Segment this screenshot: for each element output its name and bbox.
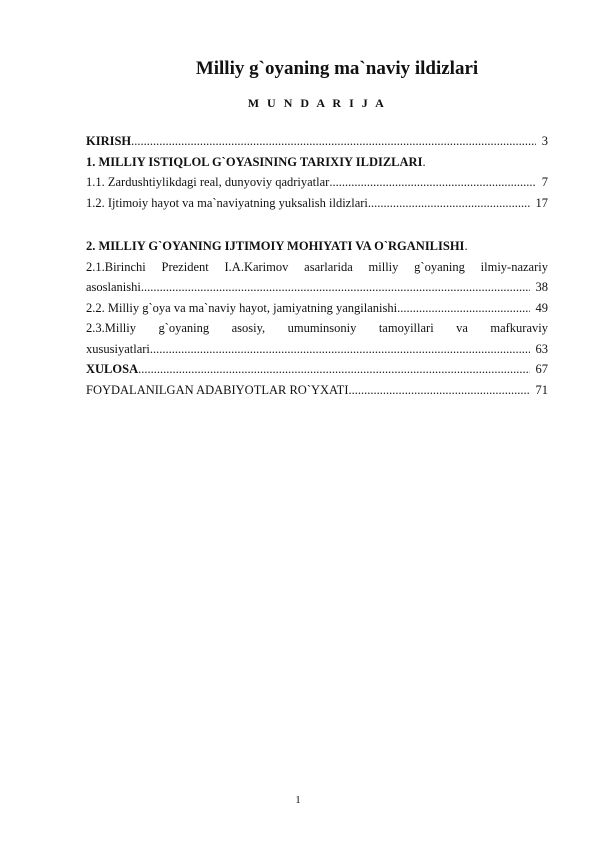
- toc-entry-2-2: [86, 301, 548, 322]
- toc-leader-dots: [150, 342, 530, 357]
- toc-spacer: [86, 216, 548, 239]
- toc-page-number: 38: [535, 280, 548, 294]
- toc-entry-label: 1.1. Zardushtiylikdagi real, dunyoviy qadriyatlar: [86, 175, 330, 189]
- toc-entry-label: 1.2. Ijtimoiy hayot va ma`naviyatning yuksalish ildizlari: [86, 195, 368, 210]
- toc-leader-dots: [141, 280, 530, 295]
- toc-entry-1-1: [86, 175, 548, 196]
- toc-section-label: 2. MILLIY G`OYANING IJTIMOIY MOHIYATI VA O`RGANILISHI: [86, 239, 465, 253]
- toc-entry-2-3: [86, 342, 548, 363]
- toc-leader-dots: [131, 134, 536, 149]
- toc-entry-label: FOYDALANILGAN ADABIYOTLAR RO`YXATI: [86, 382, 349, 397]
- toc-entry-label: xususiyatlari: [86, 341, 150, 356]
- page-number: 1: [295, 794, 301, 806]
- toc-page-number: 3: [541, 134, 548, 148]
- toc-entry-2-1: [86, 280, 548, 301]
- toc-page-number: 17: [535, 195, 548, 210]
- toc-section-period: .: [422, 154, 426, 169]
- toc-entry-label: XULOSA: [86, 362, 139, 376]
- toc-leader-dots: [397, 301, 529, 316]
- table-of-contents: [86, 134, 548, 403]
- toc-page-number: 49: [535, 300, 548, 315]
- toc-entry-2-1-line1: 2.1.Birinchi Prezident I.A.Karimov asarlarida milliy g`oyaning ilmiy-nazariy: [86, 259, 548, 274]
- toc-leader-dots: [138, 362, 529, 377]
- toc-section-period: .: [464, 239, 468, 253]
- toc-page-number: 67: [535, 362, 548, 376]
- toc-section-2-heading: [86, 239, 548, 260]
- toc-leader-dots: [368, 196, 530, 211]
- toc-entry-2-3-line1: 2.3.Milliy g`oyaning asosiy, umuminsoniy tamoyillari va mafkuraviy: [86, 321, 548, 335]
- toc-section-label: 1. MILLIY ISTIQLOL G`OYASINING TARIXIY ILDIZLARI: [86, 154, 423, 169]
- toc-page-number: 71: [535, 382, 548, 397]
- toc-entry-kirish: [86, 134, 548, 155]
- toc-section-1-heading: [86, 155, 548, 176]
- toc-entry-1-2: [86, 196, 548, 217]
- contents-heading: M U N D A R I J A: [247, 96, 387, 110]
- toc-leader-dots: [348, 383, 529, 398]
- toc-page-number: 63: [535, 341, 548, 356]
- toc-entry-label: asoslanishi: [86, 280, 141, 294]
- toc-entry-xulosa: [86, 362, 548, 383]
- toc-entry-references: [86, 383, 548, 404]
- toc-page-number: 7: [541, 175, 548, 189]
- toc-entry-label: 2.2. Milliy g`oya va ma`naviy hayot, jamiyatning yangilanishi: [86, 300, 398, 315]
- toc-entry-label: KIRISH: [86, 134, 132, 148]
- document-title: Milliy g`oyaning ma`naviy ildizlari: [195, 58, 479, 79]
- toc-leader-dots: [329, 175, 535, 190]
